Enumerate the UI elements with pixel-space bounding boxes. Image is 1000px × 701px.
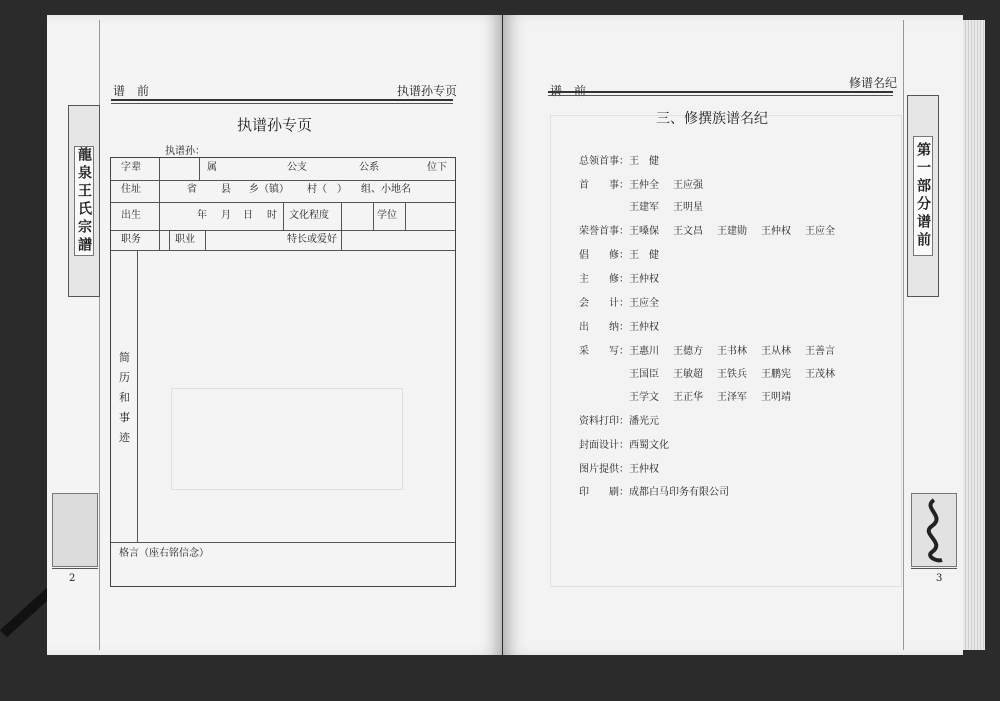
field-degree-label: 学位 (377, 210, 397, 221)
resume-label: 简历和事迹 (119, 351, 130, 444)
field-village: 村（ ） (307, 184, 347, 195)
field-hobby-label: 特长或爱好 (287, 234, 337, 245)
field-year: 年 (197, 210, 207, 221)
left-decoration-image (52, 493, 98, 567)
credit-row: 倡 修：王 健 (579, 250, 659, 261)
right-page-number: 3 (936, 573, 943, 584)
credit-row: 印 刷：成都白马印务有限公司 (579, 487, 729, 498)
field-county: 县 (221, 184, 231, 195)
page-title: 执谱孙专页 (237, 116, 313, 134)
field-group: 组、小地名 (361, 184, 411, 195)
bleed-through-table (171, 388, 403, 490)
field-zodiac-label: 属 (207, 162, 217, 173)
credit-row: 王国臣 王敏超 王铁兵 王鹏宪 王茂林 (629, 369, 835, 380)
credit-row: 总领首事：王 健 (579, 156, 659, 167)
credit-row: 王建军 王明星 (629, 202, 703, 213)
right-header-rule-thin (548, 95, 893, 96)
left-side-banner-text: 龍泉王氏宗譜 (76, 147, 92, 255)
credit-row: 图片提供：王仲权 (579, 464, 659, 475)
field-province: 省 (187, 184, 197, 195)
credit-row: 荣誉首事：王嗓保 王文昌 王建勋 王仲权 王应全 (579, 226, 835, 237)
left-header-right: 执谱孙专页 (397, 84, 458, 98)
credit-row: 封面设计：西蜀文化 (579, 440, 669, 451)
field-township: 乡（镇） (249, 184, 289, 195)
credit-row: 会 计：王应全 (579, 298, 659, 309)
holder-label: 执谱孙： (165, 146, 205, 157)
field-hour: 时 (267, 210, 277, 221)
credit-row: 采 写：王惠川 王德方 王书林 王从林 王善言 (579, 346, 835, 357)
right-margin-line (903, 20, 904, 650)
field-branch-label: 公支 (287, 162, 307, 173)
credit-row: 首 事：王仲全 王应强 (579, 180, 703, 191)
field-education-label: 文化程度 (289, 210, 329, 221)
right-side-banner-inner (913, 136, 933, 256)
dragon-image (911, 493, 957, 567)
record-form (110, 157, 456, 587)
field-month: 月 (221, 210, 231, 221)
right-number-rule (911, 568, 957, 569)
left-side-banner (68, 105, 100, 297)
field-duty-label: 职务 (121, 234, 141, 245)
credit-row: 资料打印：潘光元 (579, 416, 659, 427)
left-number-rule (52, 568, 98, 569)
right-page (503, 15, 963, 655)
credit-row: 王学文 王正华 王泽军 王明靖 (629, 392, 791, 403)
motto-label: 格言（座右铭信念） (119, 548, 209, 559)
left-header-left: 谱 前 (113, 84, 150, 98)
field-birth-label: 出生 (121, 210, 141, 221)
field-address-label: 住址 (121, 184, 141, 195)
left-side-banner-inner (74, 146, 94, 256)
page-edges (963, 20, 985, 650)
field-position-label: 位下 (427, 162, 447, 173)
field-generation-label: 字辈 (121, 162, 141, 173)
field-day: 日 (243, 210, 253, 221)
field-lineage-label: 公系 (359, 162, 379, 173)
credits-title: 三、修撰族谱名纪 (656, 111, 768, 127)
right-side-banner-text: 第一部分谱前 (915, 142, 931, 250)
field-occupation-label: 职业 (175, 234, 195, 245)
credit-row: 出 纳：王仲权 (579, 322, 659, 333)
right-header-rule (548, 91, 893, 93)
left-header-rule (111, 99, 453, 101)
credit-row: 主 修：王仲权 (579, 274, 659, 285)
right-header-right: 修谱名纪 (849, 76, 898, 90)
right-side-banner (907, 95, 939, 297)
left-page (47, 15, 502, 655)
right-header-left: 谱 前 (550, 84, 587, 98)
dragon-icon (912, 494, 956, 566)
left-page-number: 2 (69, 573, 76, 584)
left-header-rule-thin (111, 103, 453, 104)
